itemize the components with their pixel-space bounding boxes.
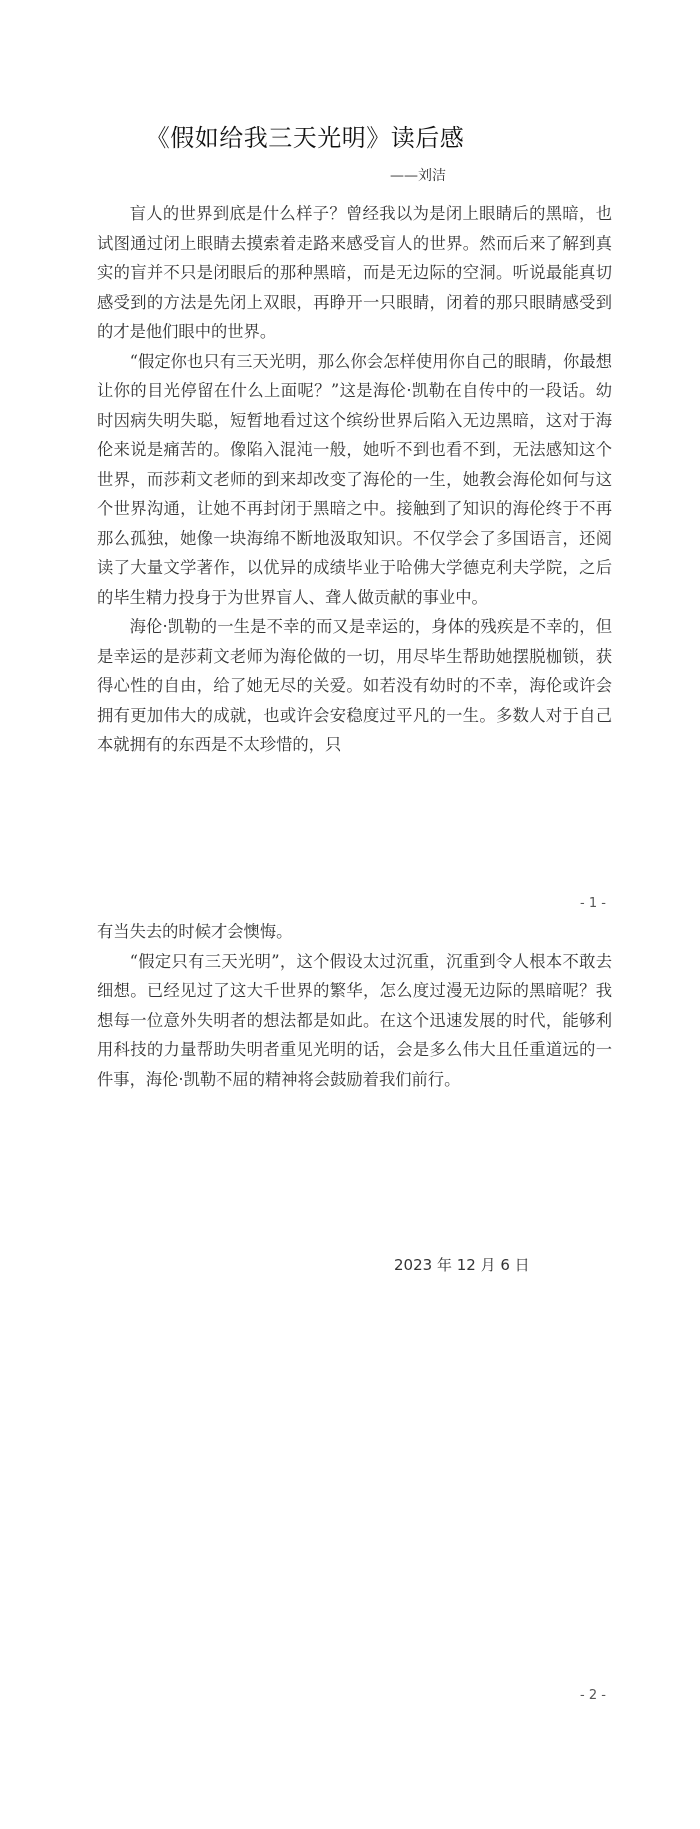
paragraph-4: “假定只有三天光明”，这个假设太过沉重，沉重到令人根本不敢去细想。已经见过了这大千世界的繁华，怎么度过漫无边际的黑暗呢？我想每一位意外失明者的想法都是如此。在这个迅速发展的时代，能够利用科技的力量帮助失明者重见光明的话，会是多么伟大且任重道远的一件事，海伦·凯勒不屈的精神将会鼓励着我们前行。: [97, 951, 612, 1089]
page-1-body: [97, 199, 612, 760]
paragraph-1: 盲人的世界到底是什么样子？曾经我以为是闭上眼睛后的黑暗，也试图通过闭上眼睛去摸索着走路来感受盲人的世界。然而后来了解到真实的盲并不只是闭眼后的那种黑暗，而是无边际的空洞。听说最能真切感受到的方法是先闭上双眼，再睁开一只眼睛，闭着的那只眼睛感受到的才是他们眼中的世界。: [97, 204, 612, 341]
author-name: ——刘洁: [390, 168, 446, 184]
document-title: 《假如给我三天光明》读后感: [145, 124, 465, 152]
paragraph-3-continuation: 有当失去的时候才会懊悔。: [97, 922, 293, 941]
paragraph-2: “假定你也只有三天光明，那么你会怎样使用你自己的眼睛，你最想让你的目光停留在什么上面呢？”这是海伦·凯勒在自传中的一段话。幼时因病失明失聪，短暂地看过这个缤纷世界后陷入无边黑暗，这对于海伦来说是痛苦的。像陷入混沌一般，她听不到也看不到，无法感知这个世界，而莎莉文老师的到来却改变了海伦的一生，她教会海伦如何与这个世界沟通，让她不再封闭于黑暗之中。接触到了知识的海伦终于不再那么孤独，她像一块海绵不断地汲取知识。不仅学会了多国语言，还阅读了大量文学著作，以优异的成绩毕业于哈佛大学德克利夫学院，之后的毕生精力投身于为世界盲人、聋人做贡献的事业中。: [97, 351, 612, 607]
page-number-2: - 2 -: [580, 1688, 606, 1703]
page-2-body: [97, 917, 612, 1094]
document-date: 2023 年 12 月 6 日: [394, 1256, 530, 1274]
page-number-1: - 1 -: [580, 896, 606, 911]
paragraph-3: 海伦·凯勒的一生是不幸的而又是幸运的，身体的残疾是不幸的，但是幸运的是莎莉文老师为海伦做的一切，用尽毕生帮助她摆脱枷锁，获得心性的自由，给了她无尽的关爱。如若没有幼时的不幸，海伦或许会拥有更加伟大的成就，也或许会安稳度过平凡的一生。多数人对于自己本就拥有的东西是不太珍惜的，只: [97, 617, 612, 754]
